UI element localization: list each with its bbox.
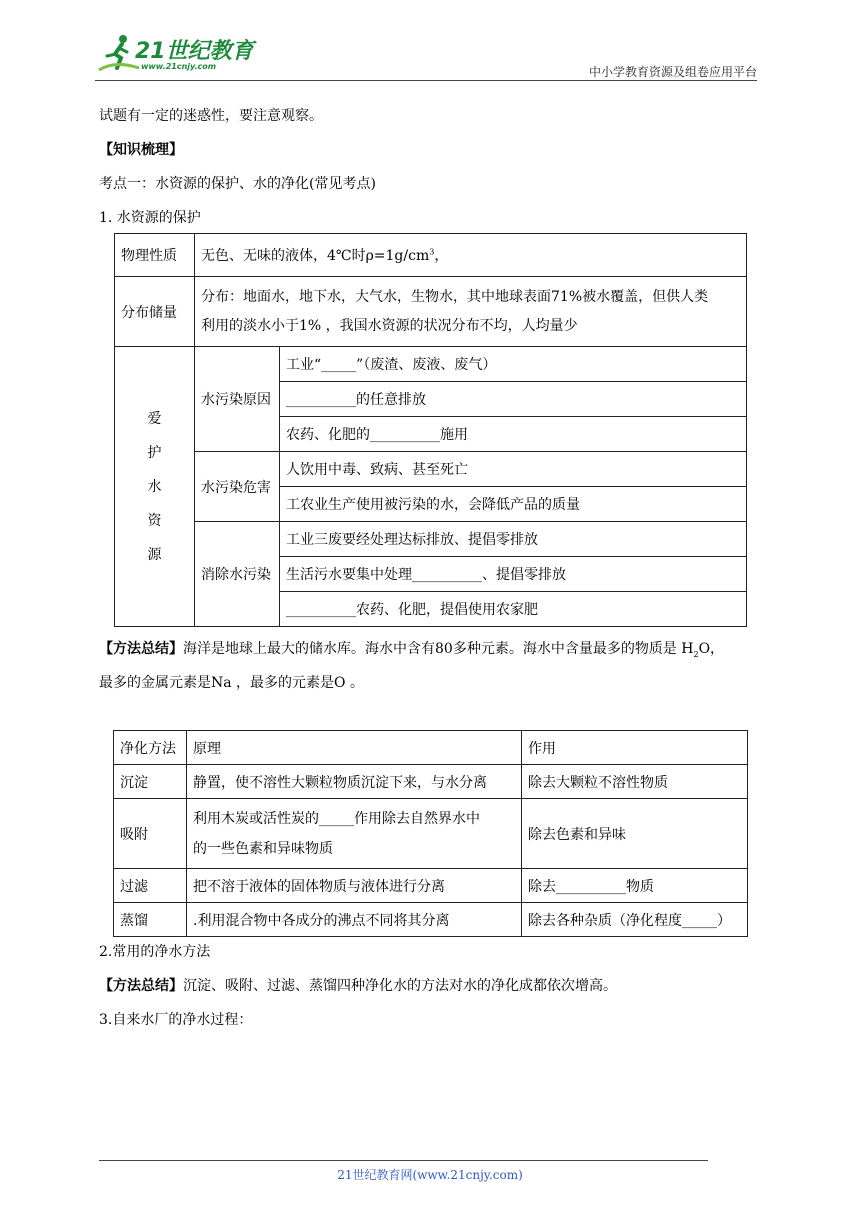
method-summary-2: 【方法总结】沉淀、吸附、过滤、蒸馏四种净化水的方法对水的净化成都依次增高。 xyxy=(99,978,617,994)
table-cell: 把不溶于液体的固体物质与液体进行分离 xyxy=(187,869,522,903)
table-cell: 除去各种杂质（净化程度_____） xyxy=(522,903,748,937)
table-cell: 除去大颗粒不溶性物质 xyxy=(522,765,748,799)
item-2-heading: 2.常用的净水方法 xyxy=(99,944,211,960)
intro-text: 试题有一定的迷惑性，要注意观察。 xyxy=(99,108,323,124)
table-cell: 蒸馏 xyxy=(114,903,187,937)
table-row xyxy=(114,869,748,903)
table-header-cell: 净化方法 xyxy=(114,731,187,765)
table-cell: 除去__________物质 xyxy=(522,869,748,903)
logo xyxy=(95,30,265,74)
table-row xyxy=(114,799,748,869)
table-cell: 静置，使不溶性大颗粒物质沉淀下来，与水分离 xyxy=(187,765,522,799)
table-row xyxy=(115,347,747,382)
table-row xyxy=(115,452,747,487)
header-divider xyxy=(95,80,757,81)
table-row xyxy=(114,903,748,937)
table-cell: 工业“_____”（废渣、废液、废气） xyxy=(280,347,747,382)
table-cell: 吸附 xyxy=(114,799,187,869)
table-cell: 消除水污染 xyxy=(195,522,280,627)
table-cell: 沉淀 xyxy=(114,765,187,799)
purification-methods-table xyxy=(113,730,748,937)
table-cell: __________农药、化肥，提倡使用农家肥 xyxy=(280,592,747,627)
table-row xyxy=(115,234,747,277)
platform-name: 中小学教育资源及组卷应用平台 xyxy=(588,65,757,79)
table-cell: 水污染危害 xyxy=(195,452,280,522)
table-row xyxy=(115,522,747,557)
table-cell: 水污染原因 xyxy=(195,347,280,452)
table-row xyxy=(115,277,747,347)
table-cell: 分布：地面水，地下水，大气水，生物水，其中地球表面71%被水覆盖，但供人类 利用的淡水小于1% ，我国水资源的状况分布不均，人均量少 xyxy=(195,277,747,347)
item-1-heading: 1. 水资源的保护 xyxy=(99,210,201,226)
table-cell: 过滤 xyxy=(114,869,187,903)
table-cell: 利用木炭或活性炭的_____作用除去自然界水中 的一些色素和异味物质 xyxy=(187,799,522,869)
table-header-cell: 作用 xyxy=(522,731,748,765)
table-cell: __________的任意排放 xyxy=(280,382,747,417)
section-title: 【知识梳理】 xyxy=(99,142,183,158)
protect-water-label: 爱 护 水 资 源 xyxy=(115,347,195,627)
table-cell: 生活污水要集中处理__________、提倡零排放 xyxy=(280,557,747,592)
footer-divider xyxy=(99,1160,708,1161)
table-row xyxy=(114,731,748,765)
method-summary-1: 【方法总结】海洋是地球上最大的储水库。海水中含有80多种元素。海水中含量最多的物质是 $H_2O$， xyxy=(99,641,725,659)
table-cell: 人饮用中毒、致病、甚至死亡 xyxy=(280,452,747,487)
table-cell: 工业三废要经处理达标排放、提倡零排放 xyxy=(280,522,747,557)
table-cell: 分布储量 xyxy=(115,277,195,347)
table-cell: 除去色素和异味 xyxy=(522,799,748,869)
table-cell: 工农业生产使用被污染的水，会降低产品的质量 xyxy=(280,487,747,522)
page-header xyxy=(95,30,757,80)
topic-heading: 考点一：水资源的保护、水的净化(常见考点) xyxy=(99,176,376,192)
table-cell: 物理性质 xyxy=(115,234,195,277)
table-cell: 农药、化肥的__________施用 xyxy=(280,417,747,452)
runner-logo-icon xyxy=(95,30,139,74)
table-header-cell: 原理 xyxy=(187,731,522,765)
table-row xyxy=(114,765,748,799)
water-protection-table xyxy=(114,233,747,627)
item-3-heading: 3.自来水厂的净水过程： xyxy=(99,1012,253,1028)
logo-text: 21世纪教育 xyxy=(135,39,254,64)
footer-link[interactable]: 21世纪教育网(www.21cnjy.com) xyxy=(337,1168,523,1182)
logo-url: www.21cnjy.com xyxy=(141,62,217,71)
method-summary-1-line2: 最多的金属元素是Na ，最多的元素是O 。 xyxy=(99,675,364,691)
table-cell: 无色、无味的液体，4℃时$\rho=1g/cm^3$， xyxy=(195,234,747,277)
table-cell: .利用混合物中各成分的沸点不同将其分离 xyxy=(187,903,522,937)
